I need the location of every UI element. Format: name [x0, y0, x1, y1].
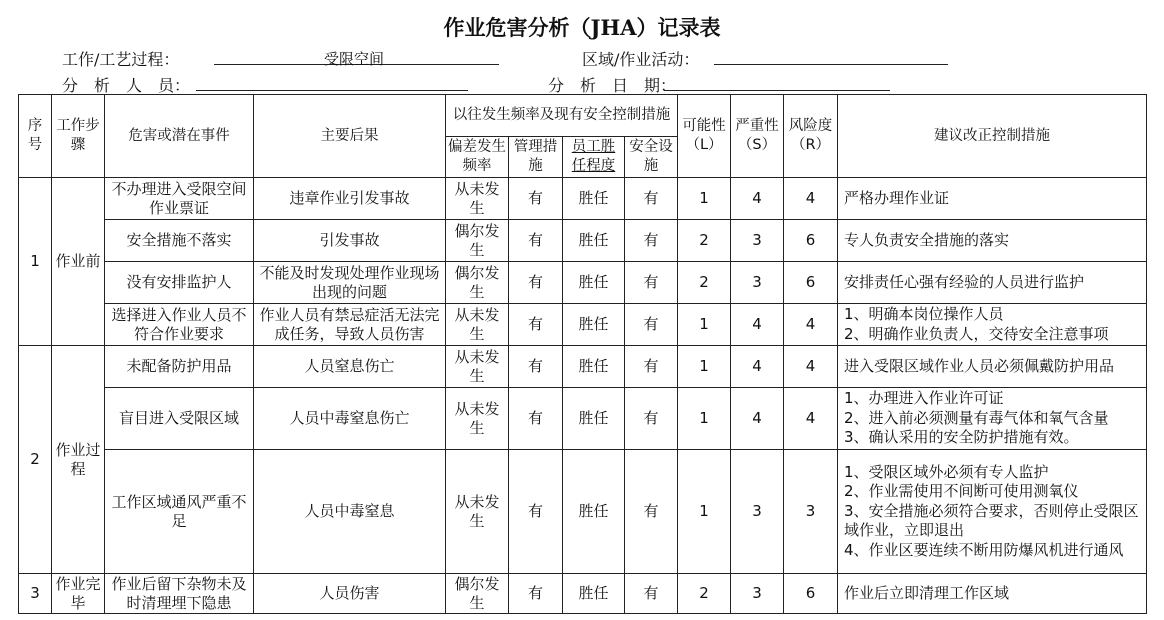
table-body	[19, 178, 1147, 614]
competence-cell: 胜任	[563, 388, 625, 450]
competence-cell: 胜任	[563, 220, 625, 262]
measure-item: 严格办理作业证	[844, 188, 950, 207]
date-label: 分 析 日 期：	[548, 76, 677, 95]
date-underline	[664, 74, 890, 91]
risk-cell: 3	[784, 450, 838, 574]
col-step: 工作步骤	[52, 95, 105, 178]
management-cell: 有	[509, 450, 563, 574]
col-frequency: 偏差发生频率	[446, 137, 509, 178]
hazard-cell: 作业后留下杂物未及时清理埋下隐患	[105, 574, 254, 614]
measures-cell	[838, 304, 1147, 346]
facility-cell: 有	[625, 388, 678, 450]
facility-cell: 有	[625, 450, 678, 574]
facility-cell: 有	[625, 220, 678, 262]
step-cell: 作业完毕	[52, 574, 105, 614]
hazard-cell: 没有安排监护人	[105, 262, 254, 304]
facility-cell: 有	[625, 178, 678, 220]
table-row	[19, 262, 1147, 304]
process-value: 受限空间	[323, 50, 384, 68]
frequency-cell: 从未发生	[446, 304, 509, 346]
competence-cell: 胜任	[563, 346, 625, 388]
measures-cell	[838, 450, 1147, 574]
measures-cell	[838, 220, 1147, 262]
management-cell: 有	[509, 574, 563, 614]
frequency-cell: 偶尔发生	[446, 262, 509, 304]
competence-cell: 胜任	[563, 262, 625, 304]
severity-cell: 3	[731, 574, 784, 614]
measure-item: 1、明确本岗位操作人员	[844, 305, 1004, 323]
table-row	[19, 304, 1147, 346]
measure-item: 安排责任心强有经验的人员进行监护	[844, 272, 1085, 291]
hazard-cell: 未配备防护用品	[105, 346, 254, 388]
col-severity: 严重性（S）	[731, 95, 784, 178]
area-underline	[714, 48, 948, 65]
page-title: 作业危害分析（JHA）记录表	[443, 15, 721, 40]
competence-cell: 胜任	[563, 450, 625, 574]
table-row	[19, 388, 1147, 450]
severity-cell: 4	[731, 346, 784, 388]
measure-item: 3、确认采用的安全防护措施有效。	[844, 428, 1079, 447]
measure-item: 3、安全措施必须符合要求，否则停止受限区域作业，立即退出	[844, 501, 1139, 540]
seq-cell: 3	[19, 574, 52, 614]
measure-item: 专人负责安全措施的落实	[844, 230, 1010, 249]
risk-cell: 4	[784, 388, 838, 450]
likelihood-cell: 2	[678, 262, 731, 304]
consequence-cell: 作业人员有禁忌症活无法完成任务，导致人员伤害	[254, 304, 446, 346]
consequence-cell: 人员伤害	[254, 574, 446, 614]
jha-table	[18, 94, 1147, 614]
frequency-cell: 从未发生	[446, 346, 509, 388]
col-measures: 建议改正控制措施	[838, 95, 1147, 178]
likelihood-cell: 2	[678, 574, 731, 614]
col-risk: 风险度（R）	[784, 95, 838, 178]
likelihood-cell: 1	[678, 450, 731, 574]
likelihood-cell: 1	[678, 388, 731, 450]
risk-cell: 6	[784, 262, 838, 304]
facility-cell: 有	[625, 346, 678, 388]
severity-cell: 4	[731, 304, 784, 346]
competence-cell: 胜任	[563, 178, 625, 220]
col-facility: 安全设施	[625, 137, 678, 178]
measure-item: 进入受限区域作业人员必须佩戴防护用品	[844, 356, 1115, 375]
hazard-cell: 不办理进入受限空间作业票证	[105, 178, 254, 220]
table-row	[19, 450, 1147, 574]
col-seq: 序号	[19, 95, 52, 178]
measure-item: 1、办理进入作业许可证	[844, 389, 1004, 408]
management-cell: 有	[509, 304, 563, 346]
hazard-cell: 安全措施不落实	[105, 220, 254, 262]
col-hazard: 危害或潜在事件	[105, 95, 254, 178]
facility-cell: 有	[625, 304, 678, 346]
frequency-cell: 从未发生	[446, 178, 509, 220]
col-group-frequency-controls: 以往发生频率及现有安全控制措施	[446, 95, 678, 137]
hazard-cell: 盲目进入受限区域	[105, 388, 254, 450]
management-cell: 有	[509, 178, 563, 220]
table-row	[19, 574, 1147, 614]
frequency-cell: 偶尔发生	[446, 574, 509, 614]
likelihood-cell: 1	[678, 304, 731, 346]
col-likelihood: 可能性（L）	[678, 95, 731, 178]
measures-cell	[838, 262, 1147, 304]
seq-cell: 2	[19, 346, 52, 574]
consequence-cell: 不能及时发现处理作业现场出现的问题	[254, 262, 446, 304]
risk-cell: 4	[784, 304, 838, 346]
table-row	[19, 346, 1147, 388]
measure-item: 2、进入前必须测量有毒气体和氧气含量	[844, 408, 1109, 427]
table-row	[19, 220, 1147, 262]
frequency-cell: 偶尔发生	[446, 220, 509, 262]
management-cell: 有	[509, 220, 563, 262]
analyst-underline	[196, 74, 468, 91]
likelihood-cell: 2	[678, 220, 731, 262]
consequence-cell: 人员窒息伤亡	[254, 346, 446, 388]
measures-cell	[838, 388, 1147, 450]
step-cell: 作业过程	[52, 346, 105, 574]
competence-cell: 胜任	[563, 304, 625, 346]
severity-cell: 4	[731, 178, 784, 220]
consequence-cell: 人员中毒窒息	[254, 450, 446, 574]
consequence-cell: 违章作业引发事故	[254, 178, 446, 220]
management-cell: 有	[509, 346, 563, 388]
col-management: 管理措施	[509, 137, 563, 178]
management-cell: 有	[509, 388, 563, 450]
risk-cell: 6	[784, 574, 838, 614]
measure-item: 2、明确作业负责人，交待安全注意事项	[844, 324, 1109, 343]
measure-item: 1、受限区域外必须有专人监护	[844, 462, 1049, 481]
severity-cell: 3	[731, 262, 784, 304]
competence-cell: 胜任	[563, 574, 625, 614]
likelihood-cell: 1	[678, 178, 731, 220]
severity-cell: 3	[731, 450, 784, 574]
hazard-cell: 工作区域通风严重不足	[105, 450, 254, 574]
facility-cell: 有	[625, 574, 678, 614]
hazard-cell: 选择进入作业人员不符合作业要求	[105, 304, 254, 346]
frequency-cell: 从未发生	[446, 388, 509, 450]
col-competence: 员工胜任程度	[563, 137, 625, 178]
col-consequence: 主要后果	[254, 95, 446, 178]
analyst-label: 分 析 人 员：	[62, 76, 191, 95]
seq-cell: 1	[19, 178, 52, 346]
risk-cell: 4	[784, 346, 838, 388]
frequency-cell: 从未发生	[446, 450, 509, 574]
severity-cell: 3	[731, 220, 784, 262]
measures-cell	[838, 574, 1147, 614]
measures-cell	[838, 178, 1147, 220]
step-cell: 作业前	[52, 178, 105, 346]
table-row	[19, 178, 1147, 220]
likelihood-cell: 1	[678, 346, 731, 388]
measure-item: 2、作业需使用不间断可使用测氧仪	[844, 482, 1079, 501]
consequence-cell: 人员中毒窒息伤亡	[254, 388, 446, 450]
management-cell: 有	[509, 262, 563, 304]
measure-item: 4、作业区要连续不断用防爆风机进行通风	[844, 540, 1124, 559]
measure-item: 作业后立即清理工作区域	[844, 583, 1010, 602]
severity-cell: 4	[731, 388, 784, 450]
area-label: 区域/作业活动：	[582, 50, 700, 69]
facility-cell: 有	[625, 262, 678, 304]
measures-cell	[838, 346, 1147, 388]
risk-cell: 6	[784, 220, 838, 262]
process-label: 工作/工艺过程：	[62, 50, 180, 69]
risk-cell: 4	[784, 178, 838, 220]
consequence-cell: 引发事故	[254, 220, 446, 262]
